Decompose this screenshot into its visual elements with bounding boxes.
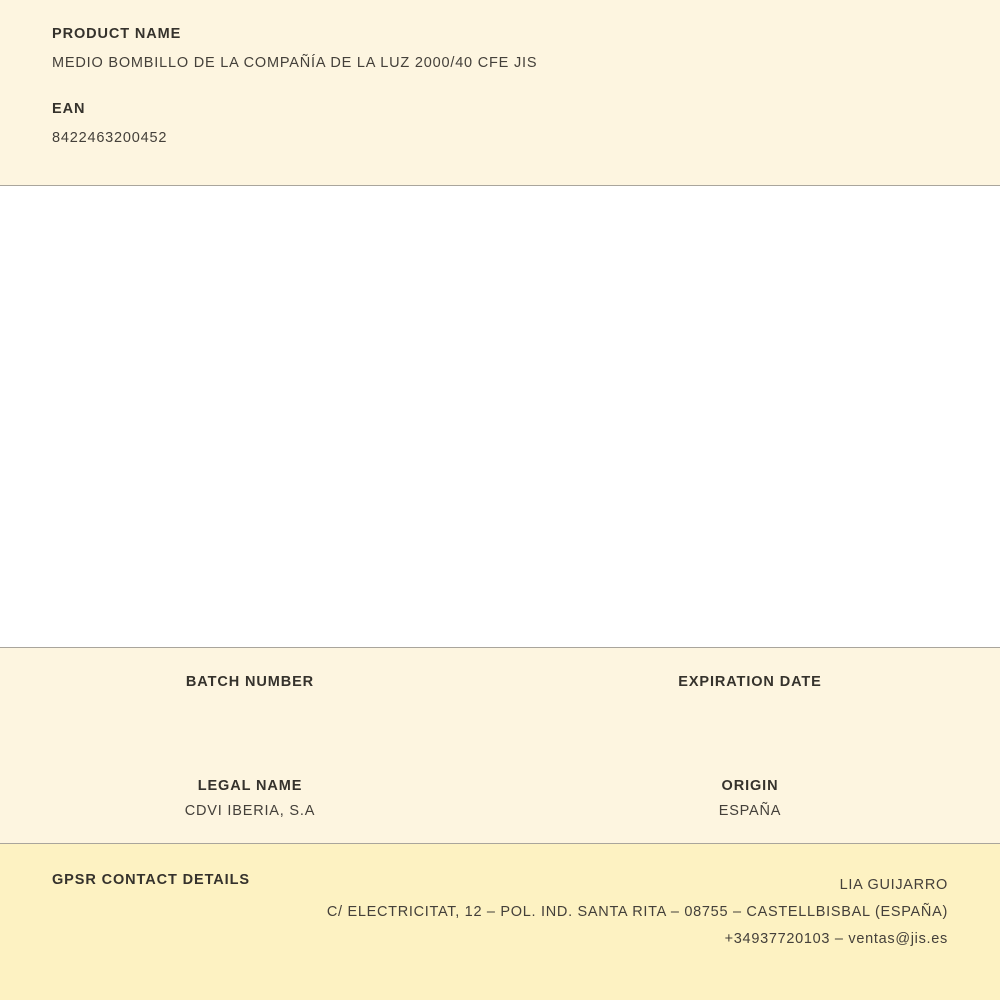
expiration-date-cell [500,674,1000,715]
product-name-label: PRODUCT NAME [52,26,182,42]
expiration-date-value [500,697,1000,715]
gpsr-contact-lines [327,872,948,953]
gpsr-contact-label: GPSR CONTACT DETAILS [52,872,250,888]
expiration-date-label: EXPIRATION DATE [678,674,822,690]
details-row-legal [0,778,1000,820]
legal-name-cell [0,778,500,820]
ean-value: 8422463200452 [52,130,168,146]
batch-number-value [0,697,500,715]
details-row-batch [0,674,1000,715]
gpsr-contact-phone-email: +34937720103 – ventas@jis.es [724,931,948,947]
batch-number-label: BATCH NUMBER [185,674,315,690]
origin-value: ESPAÑA [718,802,782,819]
gpsr-contact-name: LIA GUIJARRO [839,877,948,893]
gpsr-contact-section [0,844,1000,1000]
spacer [52,71,948,101]
origin-label: ORIGIN [721,778,779,795]
legal-name-label: LEGAL NAME [197,778,303,795]
product-name-value: MEDIO BOMBILLO DE LA COMPAÑÍA DE LA LUZ 2000/40 CFE JIS [52,55,538,71]
origin-cell [500,778,1000,820]
batch-number-cell [0,674,500,715]
product-info-section [0,0,1000,186]
product-details-section [0,648,1000,844]
product-image-placeholder [0,186,1000,648]
ean-label: EAN [52,101,86,117]
legal-name-value: CDVI IBERIA, S.A [184,802,316,819]
gpsr-contact-address: C/ ELECTRICITAT, 12 – POL. IND. SANTA RITA – 08755 – CASTELLBISBAL (ESPAÑA) [326,904,948,920]
